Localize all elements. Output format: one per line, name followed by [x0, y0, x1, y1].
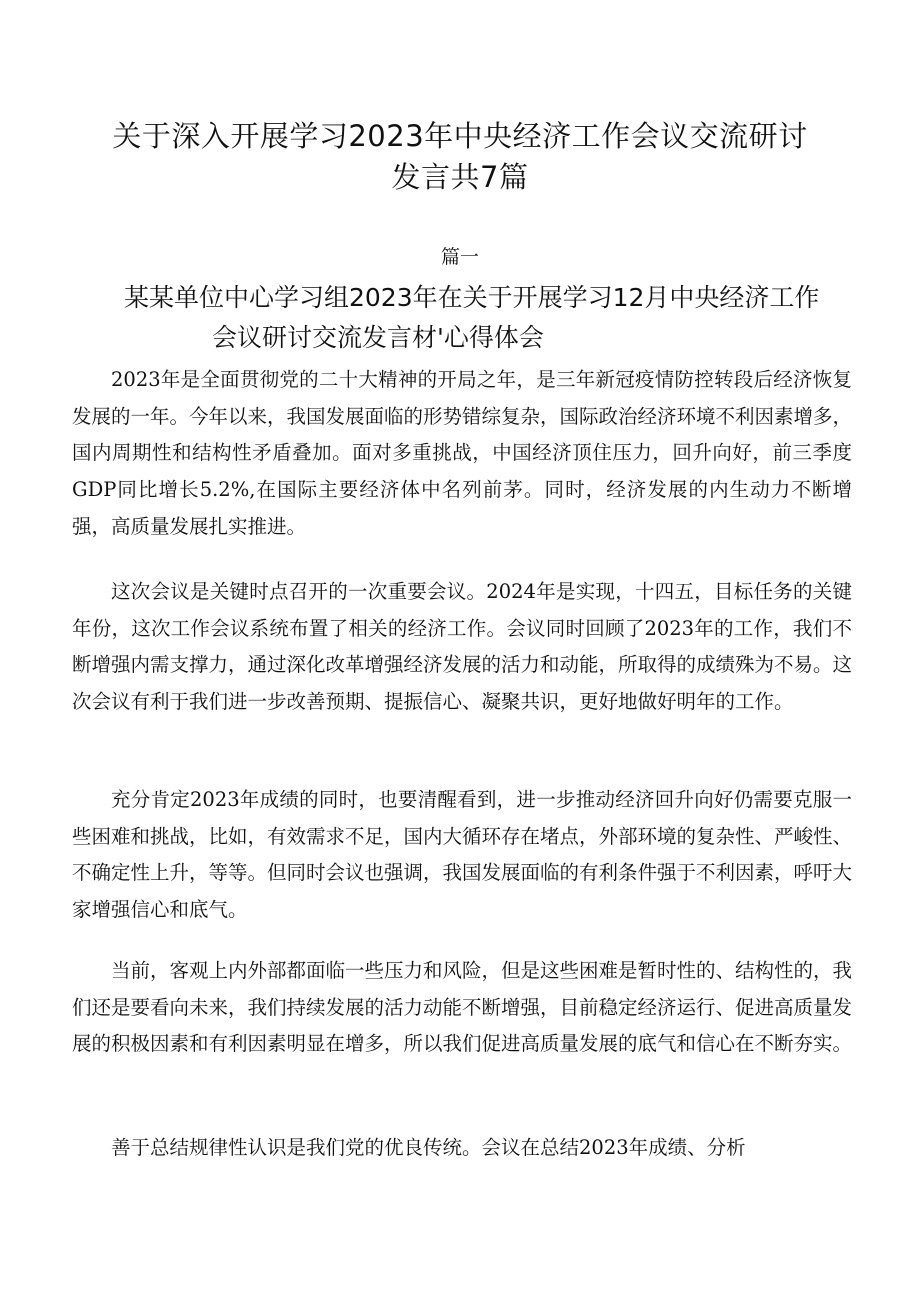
article-subtitle-line-1: 某某单位中心学习组2023年在关于开展学习12月中央经济工作 — [124, 283, 820, 312]
body-paragraph-2: 这次会议是关键时点召开的一次重要会议。2024年是实现，十四五，目标任务的关键年份，这次工作会议系统布置了相关的经济工作。会议同时回顾了2023年的工作，我们不断增强内需支撑力，通过深化改革增强经济发展的活力和动能，所取得的成绩殊为不易。这次会议有利于我们进一步改善预期、提振信心、凝聚共识，更好地做好明年的工作。 — [72, 580, 853, 714]
body-paragraph-3: 充分肯定2023年成绩的同时，也要清醒看到，进一步推动经济回升向好仍需要克服一些困难和挑战，比如，有效需求不足，国内大循环存在堵点，外部环境的复杂性、严峻性、不确定性上升，等等。但同时会议也强调，我国发展面临的有利条件强于不利因素，呼吁大家增强信心和底气。 — [72, 788, 853, 922]
body-paragraph-1: 2023年是全面贯彻党的二十大精神的开局之年，是三年新冠疫情防控转段后经济恢复发展的一年。今年以来，我国发展面临的形势错综复杂，国际政治经济环境不利因素增多，国内周期性和结构性矛盾叠加。面对多重挑战，中国经济顶住压力，回升向好，前三季度GDP同比增长5.2%,在国际主要经济体中名列前茅。同时，经济发展的内生动力不断增强，高质量发展扎实推进。 — [72, 368, 853, 538]
body-paragraph-4: 当前，客观上内外部都面临一些压力和风险，但是这些困难是暂时性的、结构性的，我们还是要看向未来，我们持续发展的活力动能不断增强，目前稳定经济运行、促进高质量发展的积极因素和有利因素明显在增多，所以我们促进高质量发展的底气和信心在不断夯实。 — [72, 959, 853, 1056]
section-label: 篇一 — [440, 246, 479, 268]
body-paragraph-5: 善于总结规律性认识是我们党的优良传统。会议在总结2023年成绩、分析 — [111, 1136, 746, 1159]
document-title-line-2: 发言共7篇 — [391, 160, 529, 194]
article-subtitle-line-2: 会议研讨交流发言材'心得体会 — [212, 323, 544, 352]
document-title-line-1: 关于深入开展学习2023年中央经济工作会议交流研讨 — [112, 119, 808, 153]
